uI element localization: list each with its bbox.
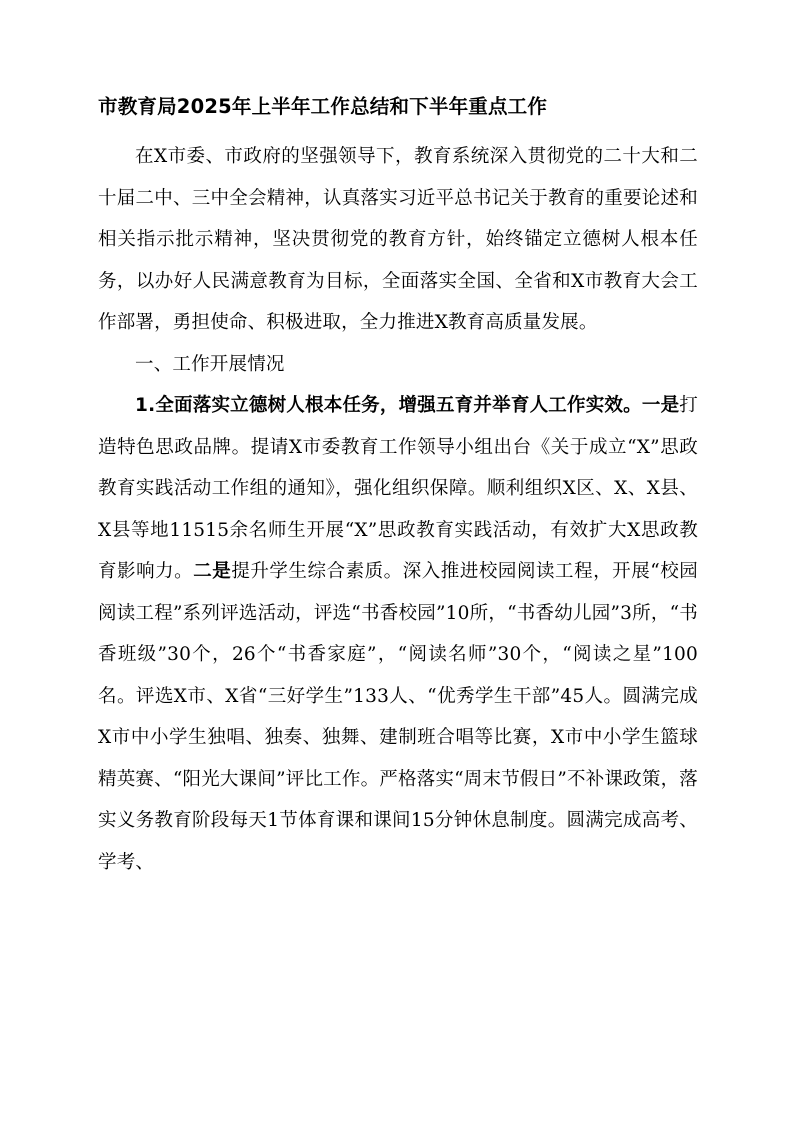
item-one-marker-second: 二是 (193, 561, 232, 582)
document-body (98, 92, 698, 883)
item-one-text-first: 打造特色思政品牌。提请X市委教育工作领导小组出台《关于成立“X”思政教育实践活动工作组的通知》，强化组织保障。顺利组织X区、X、X县、X县等地11515余名师生开展“X”思政教育实践活动，有效扩大X思政教育影响力。 (98, 395, 698, 582)
item-one-bold-lead: 1.全面落实立德树人根本任务，增强五育并举育人工作实效。 (135, 395, 642, 416)
item-one-text-second: 提升学生综合素质。深入推进校园阅读工程，开展“校园阅读工程”系列评选活动，评选“书香校园”10所，“书香幼儿园”3所，“书香班级”30个，26个“书香家庭”，“阅读名师”30个，“阅读之星”100名。评选X市、X省“三好学生”133人、“优秀学生干部”45人。圆满完成X市中小学生独唱、独奏、独舞、建制班合唱等比赛，X市中小学生篮球精英赛、“阳光大课间”评比工作。严格落实“周末节假日”不补课政策，落实义务教育阶段每天1节体育课和课间15分钟休息制度。圆满完成高考、学考、 (98, 561, 698, 873)
intro-paragraph: 在X市委、市政府的坚强领导下，教育系统深入贯彻党的二十大和二十届二中、三中全会精神，认真落实习近平总书记关于教育的重要论述和相关指示批示精神，坚决贯彻党的教育方针，始终锚定立德树人根本任务，以办好人民满意教育为目标，全面落实全国、全省和X市教育大会工作部署，勇担使命、积极进取，全力推进X教育高质量发展。 (98, 146, 698, 333)
item-one-marker-first: 一是 (641, 395, 680, 416)
item-one-paragraph (98, 385, 698, 883)
page-title: 市教育局2025年上半年工作总结和下半年重点工作 (98, 95, 548, 118)
section-heading-one: 一、工作开展情况 (135, 353, 285, 375)
